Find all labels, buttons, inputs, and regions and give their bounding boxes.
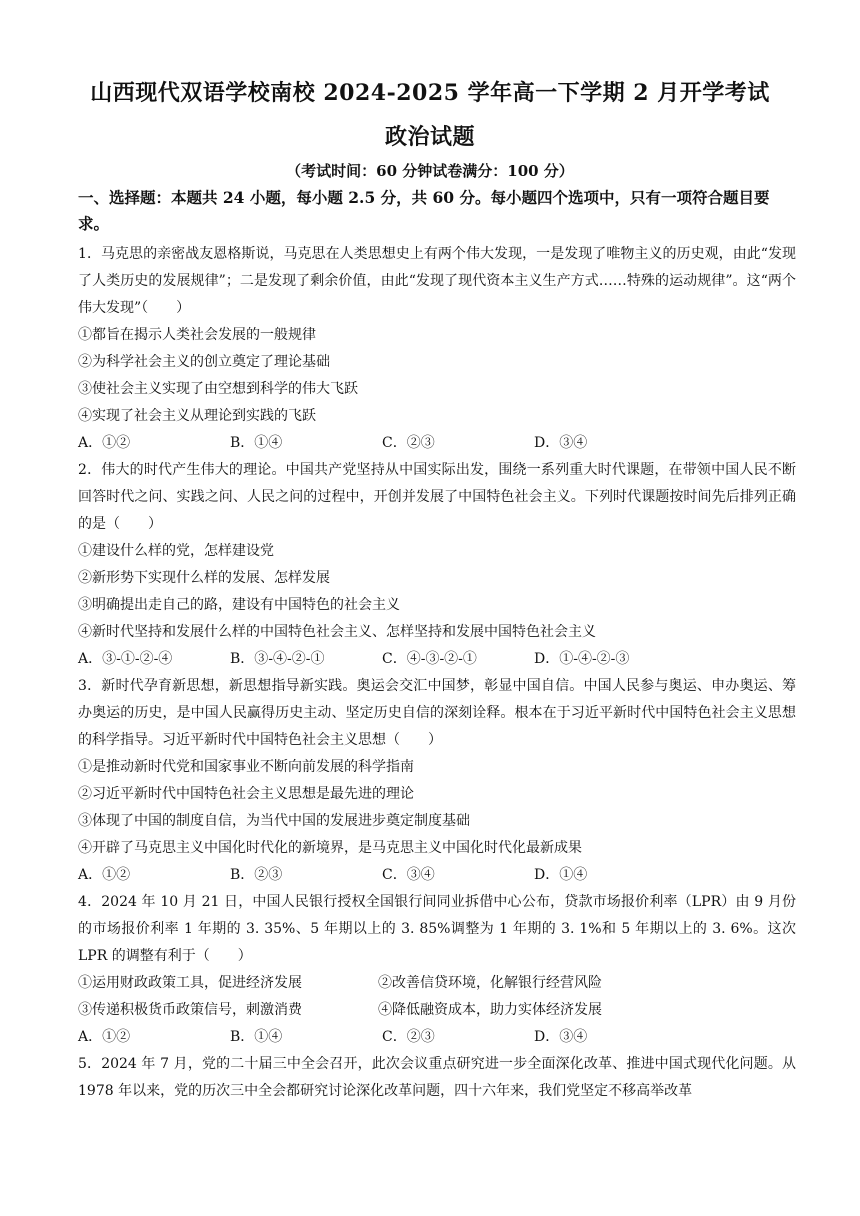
statement-item: ③使社会主义实现了由空想到科学的伟大飞跃 — [78, 381, 358, 397]
option-d: D．①-④-②-③ — [534, 651, 630, 667]
statement-item: ①建设什么样的党，怎样建设党 — [78, 543, 274, 559]
option-a: A．①② — [78, 1029, 131, 1045]
statement-item: ②改善信贷环境，化解银行经营风险 — [378, 975, 602, 991]
answer-options — [78, 1024, 796, 1051]
questions-body — [78, 241, 796, 1105]
statement-item: ③传递积极货币政策信号，刺激消费 — [78, 1002, 302, 1018]
subject-title: 政治试题 — [384, 124, 475, 150]
option-a: A．③-①-②-④ — [78, 651, 173, 667]
option-b: B．①④ — [230, 1029, 283, 1045]
option-a: A．①② — [78, 867, 131, 883]
answer-options — [78, 862, 796, 889]
question-4 — [78, 889, 796, 1051]
exam-title: 山西现代双语学校南校 2024-2025 学年高一下学期 2 月开学考试 — [90, 80, 770, 106]
option-d: D．①④ — [534, 867, 588, 883]
option-c: C．②③ — [382, 1029, 435, 1045]
option-c: C．②③ — [382, 435, 435, 451]
statement-item: ③明确提出走自己的路，建设有中国特色的社会主义 — [78, 597, 400, 613]
statement-item: ④新时代坚持和发展什么样的中国特色社会主义、怎样坚持和发展中国特色社会主义 — [78, 624, 596, 640]
option-c: C．③④ — [382, 867, 435, 883]
statement-item: ②为科学社会主义的创立奠定了理论基础 — [78, 354, 330, 370]
statement-item: ④降低融资成本，助力实体经济发展 — [378, 1002, 602, 1018]
question-2 — [78, 457, 796, 673]
statement-item: ④实现了社会主义从理论到实践的飞跃 — [78, 408, 316, 424]
option-d: D．③④ — [534, 435, 588, 451]
exam-info: （考试时间：60 分钟试卷满分：100 分） — [286, 162, 574, 180]
answer-options — [78, 430, 796, 457]
statement-item: ①运用财政政策工具，促进经济发展 — [78, 975, 302, 991]
statement-item: ③体现了中国的制度自信，为当代中国的发展进步奠定制度基础 — [78, 813, 470, 829]
option-b: B．③-④-②-① — [230, 651, 325, 667]
question-5 — [78, 1051, 796, 1105]
question-stem: 4．2024 年 10 月 21 日，中国人民银行授权全国银行间同业拆借中心公布，贷款市场报价利率（LPR）由 9 月份的市场报价利率 1 年期的 3. 35%、5 年期以上的 3. 85%调整为 1 年期的 3. 1%和 5 年期以上的 3. 6%。这次 LPR 的调整有利于（ ） — [78, 894, 796, 964]
statement-row — [78, 997, 796, 1024]
statement-item: ②新形势下实现什么样的发展、怎样发展 — [78, 570, 330, 586]
question-stem: 5．2024 年 7 月，党的二十届三中全会召开，此次会议重点研究进一步全面深化改革、推进中国式现代化问题。从 1978 年以来，党的历次三中全会都研究讨论深化改革问题，四十六年来，我们党坚定不移高举改革 — [78, 1056, 796, 1099]
statement-item: ④开辟了马克思主义中国化时代化的新境界，是马克思主义中国化时代化最新成果 — [78, 840, 582, 856]
option-d: D．③④ — [534, 1029, 588, 1045]
option-b: B．②③ — [230, 867, 283, 883]
option-b: B．①④ — [230, 435, 283, 451]
statement-row — [78, 970, 796, 997]
option-a: A．①② — [78, 435, 131, 451]
section-heading: 一、选择题：本题共 24 小题，每小题 2.5 分，共 60 分。每小题四个选项中，只有一项符合题目要求。 — [78, 188, 770, 233]
statement-item: ①是推动新时代党和国家事业不断向前发展的科学指南 — [78, 759, 414, 775]
option-c: C．④-③-②-① — [382, 651, 477, 667]
question-stem: 3．新时代孕育新思想，新思想指导新实践。奥运会交汇中国梦，彰显中国自信。中国人民参与奥运、申办奥运、筹办奥运的历史，是中国人民赢得历史主动、坚定历史自信的深刻诠释。根本在于习近平新时代中国特色社会主义思想的科学指导。习近平新时代中国特色社会主义思想（ ） — [78, 678, 796, 748]
question-stem: 1．马克思的亲密战友恩格斯说，马克思在人类思想史上有两个伟大发现，一是发现了唯物主义的历史观，由此“发现了人类历史的发展规律”；二是发现了剩余价值，由此“发现了现代资本主义生产方式……特殊的运动规律”。这“两个伟大发现”（ ） — [78, 246, 796, 316]
question-3 — [78, 673, 796, 889]
question-1 — [78, 241, 796, 457]
statement-item: ②习近平新时代中国特色社会主义思想是最先进的理论 — [78, 786, 414, 802]
answer-options — [78, 646, 796, 673]
statement-item: ①都旨在揭示人类社会发展的一般规律 — [78, 327, 316, 343]
question-stem: 2．伟大的时代产生伟大的理论。中国共产党坚持从中国实际出发，围绕一系列重大时代课题，在带领中国人民不断回答时代之问、实践之问、人民之问的过程中，开创并发展了中国特色社会主义。下列时代课题按时间先后排列正确的是（ ） — [78, 462, 796, 532]
